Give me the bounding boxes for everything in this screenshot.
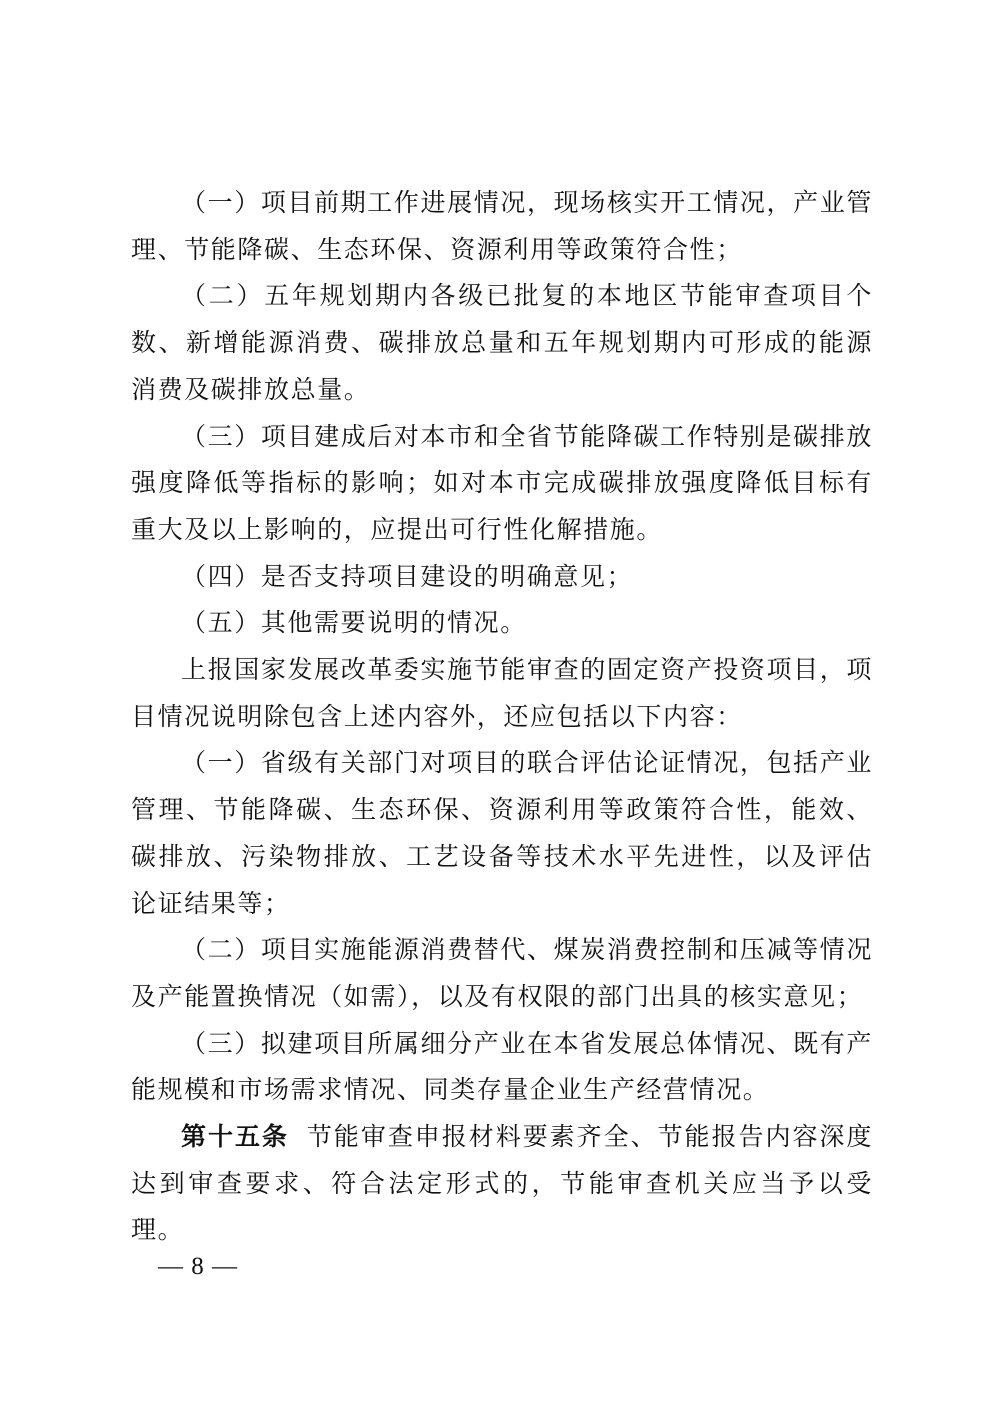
page-number: — 8 — xyxy=(158,1253,238,1280)
article-paragraph xyxy=(131,1114,873,1254)
paragraph-sub-item-1: （一）省级有关部门对项目的联合评估论证情况，包括产业管理、节能降碳、生态环保、资源利用等政策符合性，能效、碳排放、污染物排放、工艺设备等技术水平先进性，以及评估论证结果等； xyxy=(131,748,873,918)
paragraph-item-3: （三）项目建成后对本市和全省节能降碳工作特别是碳排放强度降低等指标的影响；如对本市完成碳排放强度降低目标有重大及以上影响的，应提出可行性化解措施。 xyxy=(131,421,873,544)
article-text: 节能审查申报材料要素齐全、节能报告内容深度达到审查要求、符合法定形式的，节能审查机关应当予以受理。 xyxy=(131,1122,873,1245)
paragraph-item-1: （一）项目前期工作进展情况，现场核实开工情况，产业管理、节能降碳、生态环保、资源利用等政策符合性； xyxy=(131,188,873,264)
paragraph-item-5: （五）其他需要说明的情况。 xyxy=(181,608,527,638)
paragraph-item-2: （二）五年规划期内各级已批复的本地区节能审查项目个数、新增能源消费、碳排放总量和五年规划期内可形成的能源消费及碳排放总量。 xyxy=(131,281,873,404)
paragraph-item-4: （四）是否支持项目建设的明确意见； xyxy=(181,561,634,591)
paragraph-sub-item-3: （三）拟建项目所属细分产业在本省发展总体情况、既有产能规模和市场需求情况、同类存量企业生产经营情况。 xyxy=(131,1028,873,1105)
paragraph-sub-item-2: （二）项目实施能源消费替代、煤炭消费控制和压减等情况及产能置换情况（如需），以及有权限的部门出具的核实意见； xyxy=(131,935,873,1011)
paragraph-national-report: 上报国家发展改革委实施节能审查的固定资产投资项目，项目情况说明除包含上述内容外，还应包括以下内容： xyxy=(131,655,873,731)
document-body xyxy=(131,180,873,1254)
article-heading: 第十五条 xyxy=(181,1122,289,1152)
